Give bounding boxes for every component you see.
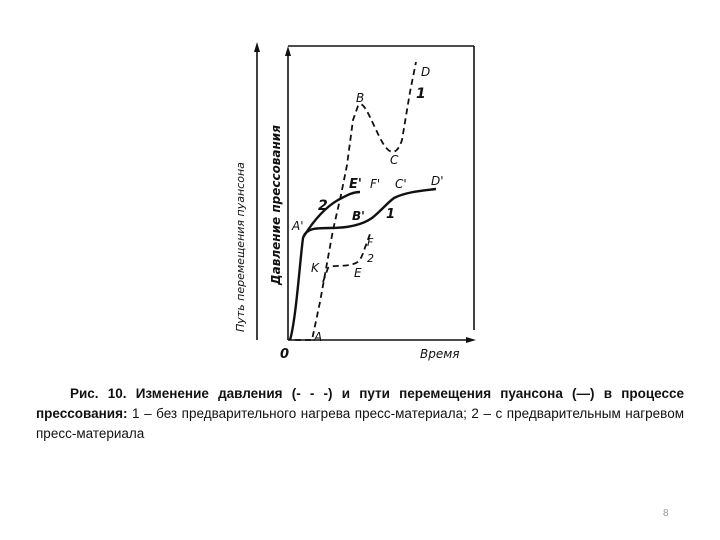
- point-label-c: C: [390, 153, 399, 167]
- point-label-b-prime: B': [352, 209, 365, 223]
- point-label-d-prime: D': [431, 174, 444, 188]
- curve-number-2-lower: 2: [367, 252, 374, 265]
- point-label-a-prime: A': [292, 219, 304, 233]
- caption-description: 1 – без предварительного нагрева пресс-материала; 2 – с предварительным нагревом пресс-материала: [36, 406, 684, 441]
- point-label-b: B: [356, 91, 365, 105]
- figure-caption: [36, 384, 684, 444]
- point-label-f: F: [367, 236, 374, 249]
- curve-number-1-lower: 1: [386, 207, 396, 222]
- curve-number-2-upper: 2: [318, 198, 328, 214]
- point-label-d: D: [421, 65, 431, 79]
- figure-drawing: [220, 40, 500, 370]
- page-number: 8: [663, 508, 669, 519]
- x-axis-label: Время: [420, 347, 460, 361]
- y-axis-outer-label: Путь перемещения пуансона: [234, 162, 247, 332]
- point-label-e: E: [354, 266, 362, 280]
- origin-label: 0: [280, 347, 290, 362]
- pressure-curve-2: [323, 234, 370, 282]
- point-label-f-prime: F': [370, 177, 381, 191]
- outer-y-arrow-icon: [254, 42, 260, 52]
- point-label-k: K: [311, 261, 319, 275]
- inner-y-arrow-icon: [285, 46, 291, 56]
- pressure-displacement-figure: [220, 40, 500, 370]
- x-arrow-icon: [466, 337, 476, 343]
- y-axis-inner-label: Давление прессования: [269, 125, 283, 285]
- curve-number-1-upper: 1: [416, 86, 426, 102]
- caption-title: Рис. 10. Изменение давления (- - -) и пути перемещения пуансона (—) в процессе прессования:: [36, 386, 684, 421]
- point-label-e-prime: E': [349, 177, 362, 192]
- point-label-c-prime: C': [395, 177, 407, 191]
- point-label-a: A: [314, 330, 323, 344]
